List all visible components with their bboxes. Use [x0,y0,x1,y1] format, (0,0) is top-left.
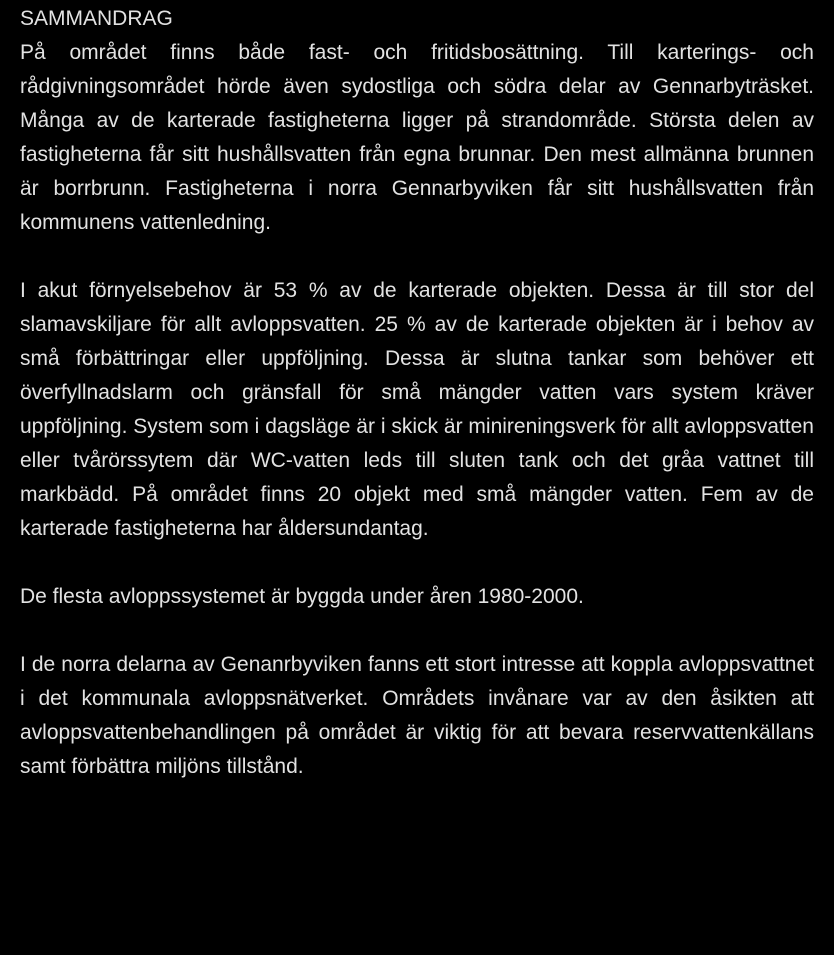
summary-document [20,2,814,784]
summary-paragraph-1: På området finns både fast- och fritidsbosättning. Till karterings- och rådgivningsområdet hörde även sydostliga och södra delar av Gennarbyträsket. Många av de karterade fastigheterna ligger på strandområde. Största delen av fastigheterna får sitt hushållsvatten från egna brunnar. Den mest allmänna brunnen är borrbrunn. Fastigheterna i norra Gennarbyviken får sitt hushållsvatten från kommunens vattenledning. [20,41,814,234]
summary-heading: SAMMANDRAG [20,7,173,30]
summary-paragraph-2: I akut förnyelsebehov är 53 % av de karterade objekten. Dessa är till stor del slamavskiljare för allt avloppsvatten. 25 % av de karterade objekten är i behov av små förbättringar eller uppföljning. Dessa är slutna tankar som behöver ett överfyllnadslarm och gränsfall för små mängder vatten vars system kräver uppföljning. System som i dagsläge är i skick är minireningsverk för allt avloppsvatten eller tvårörssytem där WC-vatten leds till sluten tank och det gråa vattnet till markbädd. På området finns 20 objekt med små mängder vatten. Fem av de karterade fastigheterna har åldersundantag. [20,279,814,540]
summary-paragraph-4: I de norra delarna av Genanrbyviken fanns ett stort intresse att koppla avloppsvattnet i det kommunala avloppsnätverket. Områdets invånare var av den åsikten att avloppsvattenbehandlingen på området är viktig för att bevara reservvattenkällans samt förbättra miljöns tillstånd. [20,653,814,778]
summary-paragraph-3: De flesta avloppssystemet är byggda under åren 1980-2000. [20,585,584,608]
